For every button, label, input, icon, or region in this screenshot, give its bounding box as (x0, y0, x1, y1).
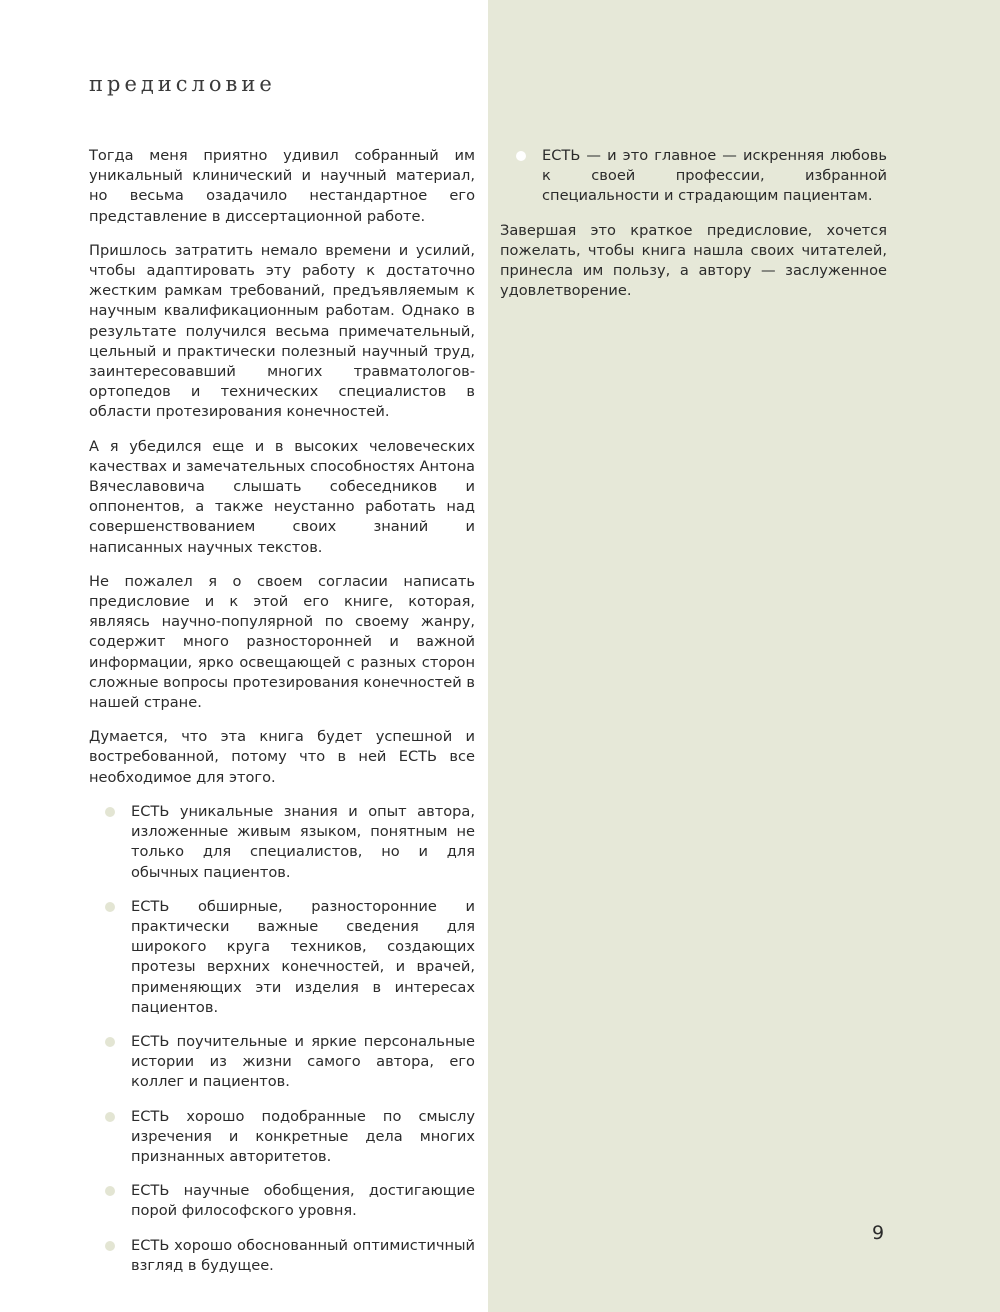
paragraph: Не пожалел я о своем согласии написать предисловие и к этой его книге, которая, являясь научно-популярной по своему жанру, содержит много разносторонней и важной информации, ярко освещающей с разных сторон сложные вопросы протезирования конечностей в нашей стране. (89, 572, 475, 712)
bullet-dot-icon (105, 1037, 115, 1047)
paragraph: Пришлось затратить немало времени и усилий, чтобы адаптировать эту работу к достаточно жестким рамкам требований, предъявляемым к научным квалификационным работам. Однако в результате получился весьма примечательный, цельный и практически полезный научный труд, заинтересовавший многих травматологов-ортопедов и технических специалистов в области протезирования конечностей. (89, 241, 475, 421)
paragraph: Завершая это краткое предисловие, хочется пожелать, чтобы книга нашла своих читателей, принесла им пользу, а автору — заслуженное удовлетворение. (500, 221, 887, 300)
list-item (500, 146, 887, 207)
list-item (89, 802, 475, 883)
page-number: 9 (872, 1222, 885, 1244)
running-head: предисловие (89, 72, 276, 96)
right-column (500, 146, 887, 315)
bullet-dot-icon (516, 151, 526, 161)
list-item (89, 1236, 475, 1276)
left-column (89, 146, 475, 1290)
list-item (89, 1107, 475, 1168)
bullet-dot-icon (105, 807, 115, 817)
list-item-text: ЕСТЬ обширные, разносторонние и практически важные сведения для широкого круга техников, создающих протезы верхних конечностей, и врачей, применяющих эти изделия в интересах пациентов. (131, 897, 475, 1016)
list-item-text: ЕСТЬ — и это главное — искренняя любовь к своей профессии, избранной специальности и страдающим пациентам. (542, 147, 887, 205)
bullet-dot-icon (105, 1112, 115, 1122)
bullet-dot-icon (105, 902, 115, 912)
list-item-text: ЕСТЬ научные обобщения, достигающие порой философского уровня. (131, 1182, 475, 1220)
list-item-text: ЕСТЬ поучительные и яркие персональные истории из жизни самого автора, его коллег и пациентов. (131, 1032, 475, 1091)
bullet-list (89, 802, 475, 1276)
bullet-list (500, 146, 887, 207)
list-item-text: ЕСТЬ хорошо обоснованный оптимистичный взгляд в будущее. (131, 1236, 475, 1274)
list-item (89, 897, 475, 1018)
list-item (89, 1032, 475, 1093)
bullet-dot-icon (105, 1186, 115, 1196)
bullet-dot-icon (105, 1241, 115, 1251)
list-item (89, 1181, 475, 1221)
paragraph: А я убедился еще и в высоких человеческих качествах и замечательных способностях Антона Вячеславовича слышать собеседников и оппонентов, а также неустанно работать над совершенствованием своих знаний и написанных научных текстов. (89, 437, 475, 556)
list-item-text: ЕСТЬ уникальные знания и опыт автора, изложенные живым языком, понятным не только для специалистов, но и для обычных пациентов. (131, 802, 475, 881)
paragraph: Тогда меня приятно удивил собранный им уникальный клинический и научный материал, но весьма озадачило нестандартное его представление в диссертационной работе. (89, 147, 475, 225)
paragraph: Думается, что эта книга будет успешной и востребованной, потому что в ней ЕСТЬ все необходимое для этого. (89, 728, 475, 786)
list-item-text: ЕСТЬ хорошо подобранные по смыслу изречения и конкретные дела многих признанных авторитетов. (131, 1107, 475, 1165)
